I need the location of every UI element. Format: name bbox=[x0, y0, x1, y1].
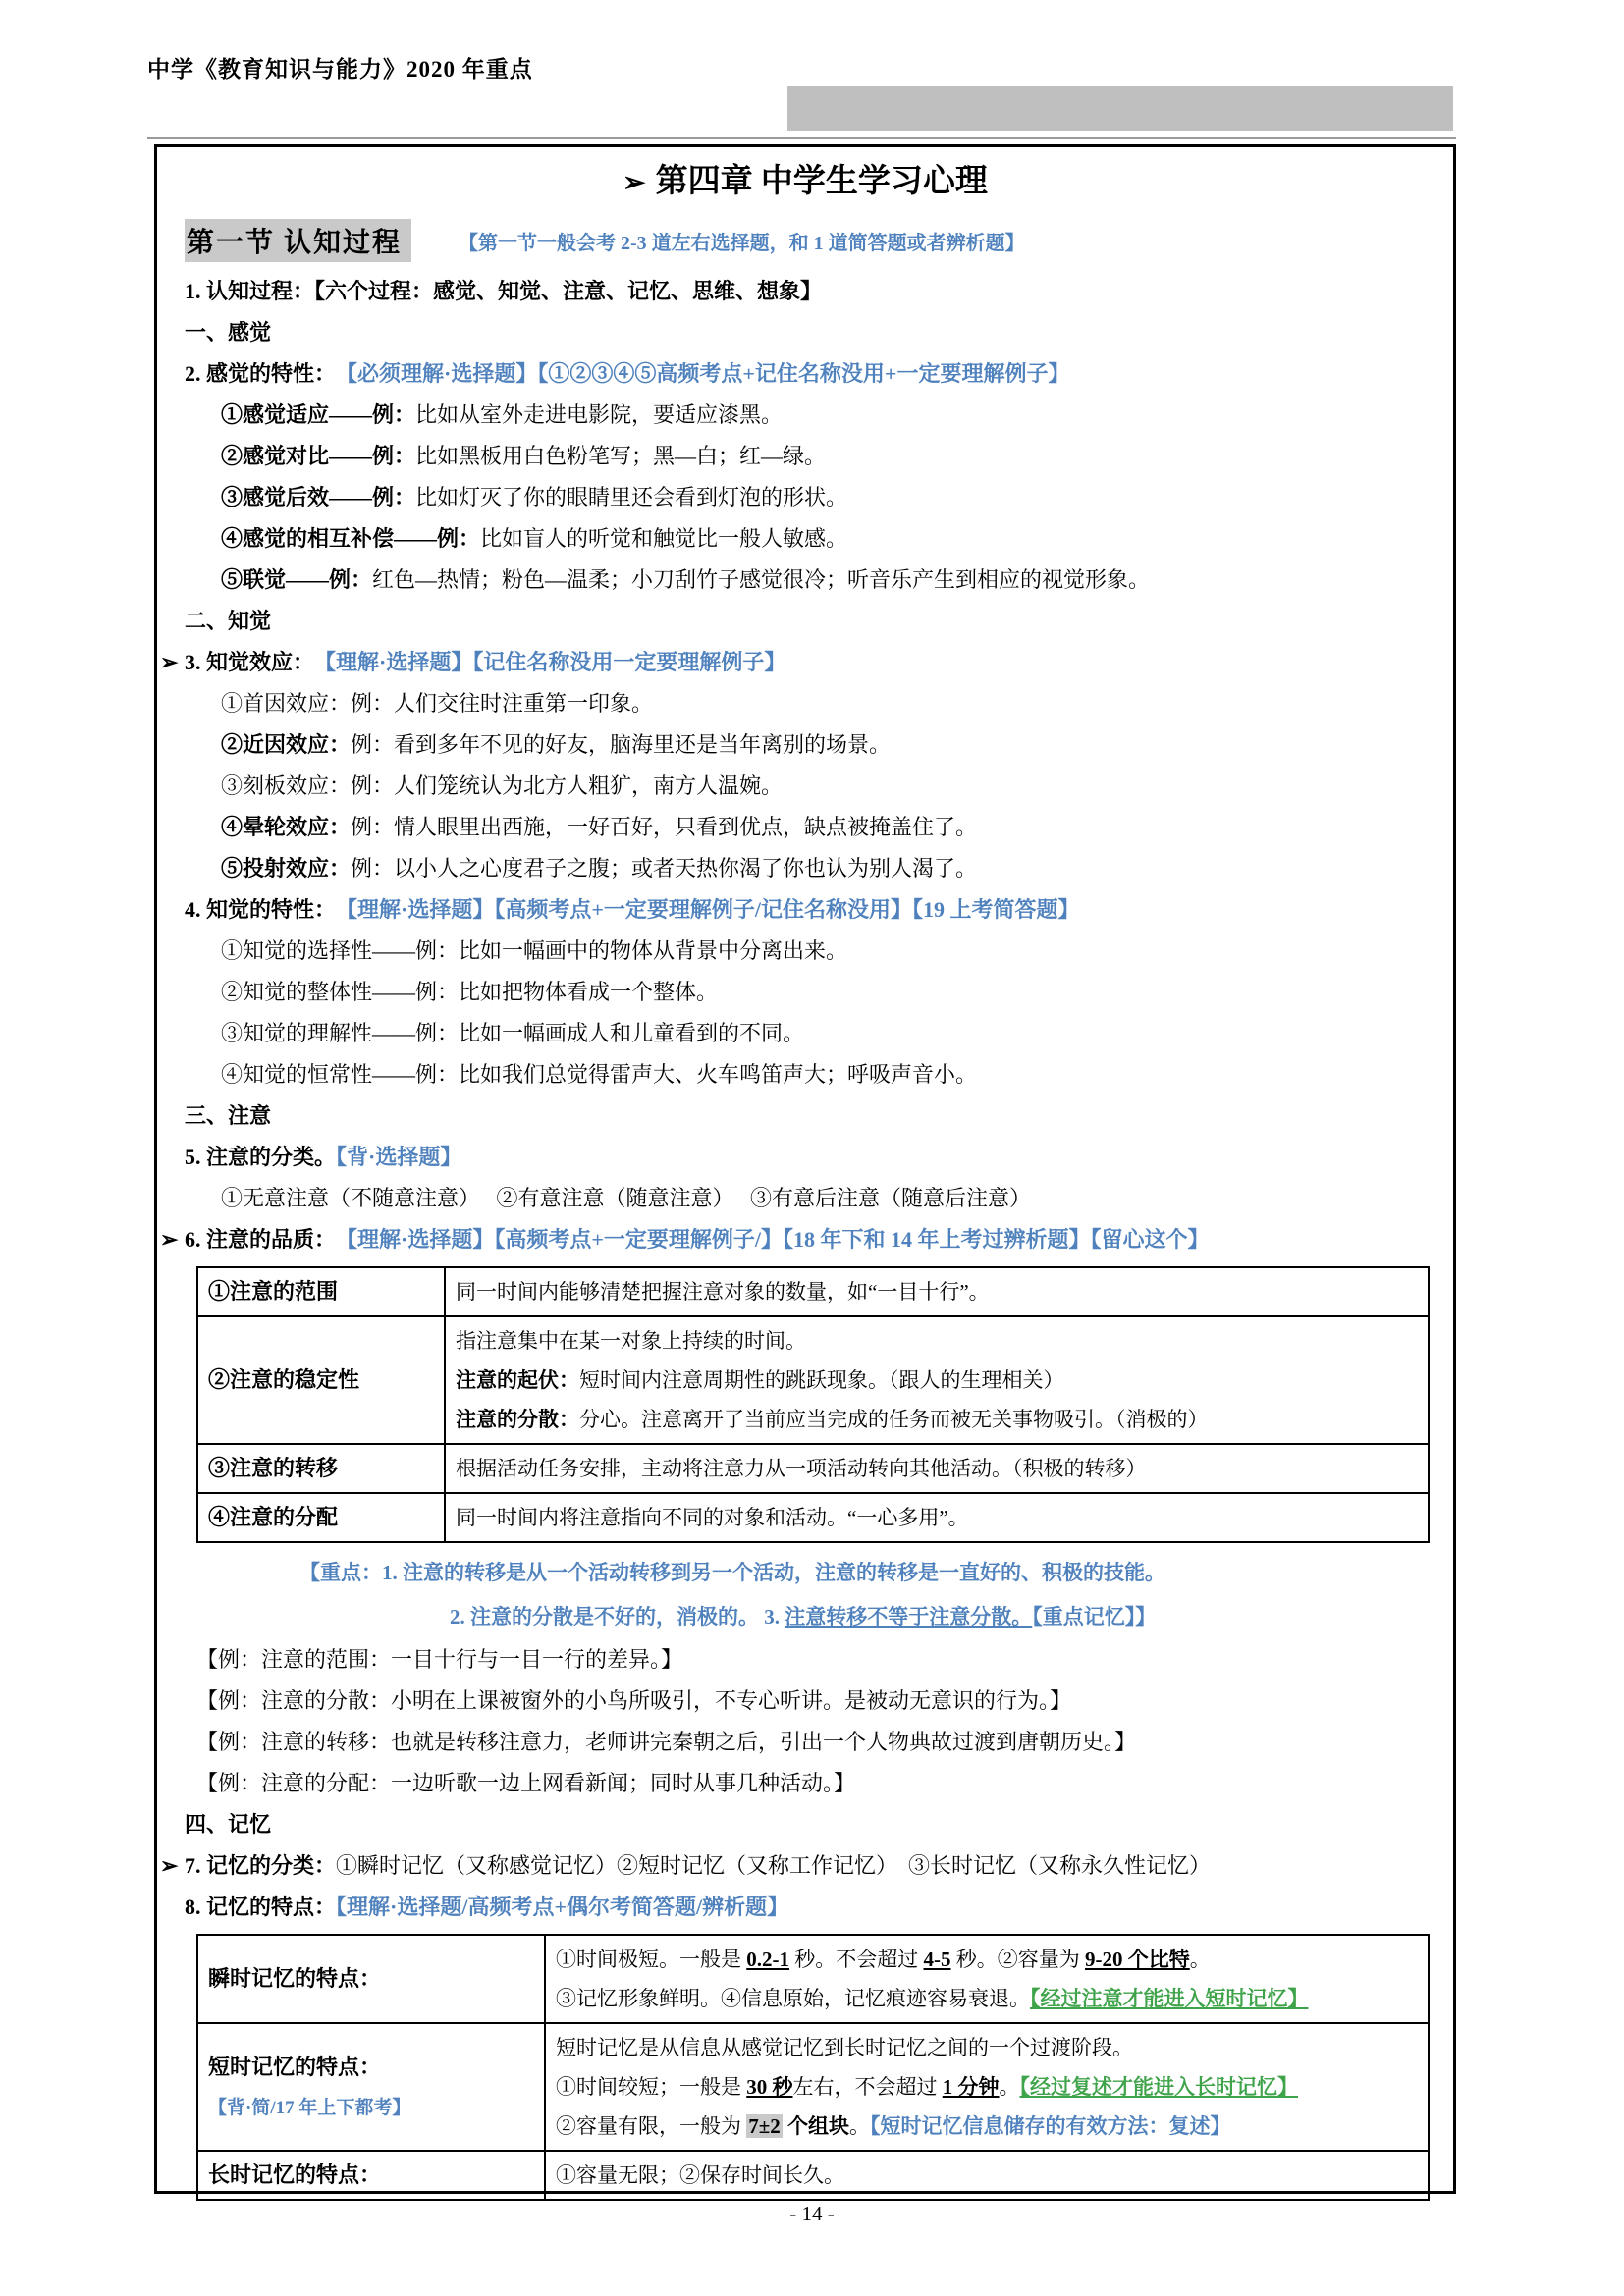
text-segment: ②知觉的整体性——例：比如把物体看成一个整体。 bbox=[221, 980, 719, 1004]
page-number: - 14 - bbox=[789, 2202, 835, 2225]
text-segment: ①感觉适应——例： bbox=[221, 402, 416, 427]
note-key-point-2 bbox=[157, 1595, 1453, 1639]
text-segment: 例：情人眼里出西施，一好百好，只看到优点，缺点被掩盖住了。 bbox=[351, 815, 978, 839]
line-perception-constancy bbox=[157, 1054, 1453, 1095]
header-title: 中学《教育知识与能力》2020 年重点 bbox=[147, 57, 533, 81]
text-segment: 【例：注意的转移：也就是转移注意力，老师讲完秦朝之后，引出一个人物典故过渡到唐朝历史。】 bbox=[196, 1730, 1137, 1754]
example-attention-span bbox=[157, 1639, 1453, 1681]
text-segment: 一、感觉 bbox=[185, 320, 272, 345]
text-segment: ①容量无限；②保存时间长久。 bbox=[556, 2163, 844, 2187]
text-segment: 指注意集中在某一对象上持续的时间。 bbox=[456, 1329, 806, 1353]
memory-traits-table bbox=[196, 1934, 1430, 2201]
table-content-cell bbox=[545, 2151, 1429, 2200]
text-segment bbox=[325, 897, 347, 922]
text-segment: 7. 记忆的分类： bbox=[185, 1853, 337, 1878]
text-segment: 短时间内注意周期性的跳跃现象。（跟人的生理相关） bbox=[579, 1368, 1064, 1392]
line-attention-type-items bbox=[157, 1178, 1453, 1219]
table-label-line bbox=[208, 1361, 434, 1400]
line-cognitive-process bbox=[157, 271, 1453, 312]
text-segment: 【理解·选择题】【高频考点+一定要理解例子/记住名称没用】【19 上考简答题】 bbox=[347, 897, 1080, 922]
text-segment: 长时记忆的特点： bbox=[208, 2163, 382, 2187]
text-segment: 比如从室外走进电影院，要适应漆黑。 bbox=[415, 402, 784, 427]
line-perception-traits bbox=[157, 889, 1453, 931]
text-segment: 三、注意 bbox=[185, 1103, 272, 1128]
text-segment: 瞬时记忆的特点： bbox=[208, 1966, 382, 1991]
table-label-cell bbox=[197, 1444, 445, 1493]
table-label-cell bbox=[197, 1493, 445, 1542]
table-content-cell bbox=[545, 2023, 1429, 2151]
text-segment: ③注意的转移 bbox=[208, 1456, 339, 1480]
line-stereotype-effect bbox=[157, 766, 1453, 807]
section-annotation: 【第一节一般会考 2-3 道左右选择题，和 1 道简答题或者辨析题】 bbox=[459, 232, 1025, 254]
table-label-line bbox=[208, 2087, 534, 2126]
arrow-bullet-icon: ➢ bbox=[160, 1227, 179, 1252]
table-content-line bbox=[456, 1361, 1418, 1400]
table-label-cell bbox=[197, 1267, 445, 1316]
line-sense-contrast bbox=[157, 436, 1453, 477]
text-segment: 【背·选择题】 bbox=[336, 1145, 462, 1169]
text-segment: 。 bbox=[849, 2114, 871, 2138]
text-segment: 0.2-1 bbox=[746, 1948, 789, 1971]
table-content-cell bbox=[545, 1935, 1429, 2023]
text-segment: ③记忆形象鲜明。④信息原始，记忆痕迹容易衰退。 bbox=[556, 1987, 1030, 2010]
table-content-line bbox=[456, 1321, 1418, 1361]
example-attention-distribution bbox=[157, 1763, 1453, 1804]
text-segment: ③刻板效应：例：人们笼统认为北方人粗犷，南方人温婉。 bbox=[221, 774, 784, 798]
line-memory-types bbox=[157, 1845, 1453, 1887]
text-segment: 左右，不会超过 bbox=[792, 2075, 943, 2099]
table-label-line bbox=[208, 1498, 434, 1537]
text-segment: 【例：注意的分配：一边听歌一边上网看新闻；同时从事几种活动。】 bbox=[196, 1771, 856, 1795]
line-perception-understanding bbox=[157, 1013, 1453, 1054]
table-content-line bbox=[556, 2067, 1418, 2107]
section-heading-row bbox=[157, 210, 1453, 271]
line-sense-adaptation bbox=[157, 395, 1453, 436]
table-content-line bbox=[456, 1272, 1418, 1311]
text-segment: 根据活动任务安排，主动将注意力从一项活动转向其他活动。（积极的转移） bbox=[456, 1457, 1147, 1480]
text-segment: 秒。②容量为 bbox=[950, 1948, 1085, 1971]
table-label-cell bbox=[197, 1316, 445, 1444]
text-segment: 4. 知觉的特性： bbox=[185, 897, 326, 922]
table-row bbox=[197, 1444, 1429, 1493]
text-segment: 30 秒 bbox=[746, 2075, 793, 2099]
table-row bbox=[197, 2151, 1429, 2200]
line-memory-traits bbox=[157, 1887, 1453, 1928]
text-segment: 二、知觉 bbox=[185, 609, 272, 633]
text-segment: 【理解·选择题/高频考点+偶尔考简答题/辨析题】 bbox=[336, 1895, 789, 1919]
text-segment: ①瞬时记忆（又称感觉记忆）②短时记忆（又称工作记忆） ③长时记忆（又称永久性记忆） bbox=[336, 1853, 1212, 1878]
text-segment: 【必须理解·选择题】【①②③④⑤高频考点+记住名称没用+一定要理解例子】 bbox=[347, 361, 1070, 386]
text-segment: ④知觉的恒常性——例：比如我们总觉得雷声大、火车鸣笛声大；呼吸声音小。 bbox=[221, 1062, 978, 1087]
text-segment: ①时间极短。一般是 bbox=[556, 1948, 747, 1971]
table-content-line bbox=[556, 2156, 1418, 2195]
table-label-cell bbox=[197, 1935, 545, 2023]
text-segment bbox=[303, 650, 325, 674]
line-attention-types bbox=[157, 1137, 1453, 1178]
attention-qualities-table bbox=[196, 1266, 1430, 1543]
text-segment: 。 bbox=[999, 2075, 1020, 2099]
chapter-title: 第四章 中学生学习心理 bbox=[655, 164, 988, 199]
table-content-line bbox=[456, 1449, 1418, 1488]
text-segment: 4-5 bbox=[923, 1948, 951, 1971]
text-segment: 【理解·选择题】【高频考点+一定要理解例子/】【18 年下和 14 年上考过辨析题】【留心这个】 bbox=[347, 1227, 1210, 1252]
text-segment: ④晕轮效应： bbox=[221, 815, 352, 839]
text-segment: 【例：注意的分散：小明在上课被窗外的小鸟所吸引，不专心听讲。是被动无意识的行为。】 bbox=[196, 1688, 1072, 1713]
note-key-point-1 bbox=[157, 1551, 1453, 1595]
line-synesthesia bbox=[157, 560, 1453, 601]
table-content-line bbox=[456, 1400, 1418, 1439]
table-content-line bbox=[456, 1498, 1418, 1537]
text-segment: 例：以小人之心度君子之腹；或者天热你渴了你也认为别人渴了。 bbox=[351, 856, 978, 881]
table-label-line bbox=[208, 1272, 434, 1311]
text-segment: 短时记忆是从信息从感觉记忆到长时记忆之间的一个过渡阶段。 bbox=[556, 2036, 1133, 2059]
table-content-line bbox=[556, 2028, 1418, 2067]
table-content-line bbox=[556, 2107, 1418, 2146]
text-segment: 。 bbox=[1189, 1948, 1211, 1971]
text-segment: ①时间较短；一般是 bbox=[556, 2075, 747, 2099]
line-halo-effect bbox=[157, 807, 1453, 848]
text-segment bbox=[325, 1227, 347, 1252]
arrow-bullet-icon: ➢ bbox=[160, 1853, 179, 1878]
text-segment: 2. 感觉的特性： bbox=[185, 361, 326, 386]
text-segment: 个组块 bbox=[782, 2114, 850, 2138]
text-segment: 比如黑板用白色粉笔写；黑—白；红—绿。 bbox=[415, 444, 827, 468]
text-segment: 5. 注意的分类。 bbox=[185, 1145, 337, 1169]
example-attention-distraction bbox=[157, 1681, 1453, 1722]
text-segment: 比如盲人的听觉和触觉比一般人敏感。 bbox=[480, 526, 848, 551]
header-rule bbox=[147, 137, 1456, 139]
text-segment: 例：看到多年不见的好友，脑海里还是当年离别的场景。 bbox=[351, 732, 892, 757]
text-segment: 6. 注意的品质： bbox=[185, 1227, 326, 1252]
text-segment: ②容量有限，一般为 bbox=[556, 2114, 747, 2138]
table-label-line bbox=[208, 1449, 434, 1488]
line-sense-compensation bbox=[157, 518, 1453, 560]
text-segment: 四、记忆 bbox=[185, 1812, 272, 1837]
text-segment: ①首因效应：例：人们交往时注重第一印象。 bbox=[221, 691, 654, 716]
text-segment: 注意的起伏： bbox=[456, 1368, 579, 1392]
text-segment: ③感觉后效——例： bbox=[221, 485, 416, 509]
text-segment: 注意的分散： bbox=[456, 1408, 579, 1431]
table-content-line bbox=[556, 1940, 1418, 1979]
text-segment: 1. 认知过程：【六个过程：感觉、知觉、注意、记忆、思维、想象】 bbox=[185, 279, 823, 303]
text-segment bbox=[325, 361, 347, 386]
arrow-right-icon: ➢ bbox=[623, 168, 646, 198]
text-segment: ⑤联觉——例： bbox=[221, 567, 373, 592]
line-recency-effect bbox=[157, 724, 1453, 766]
text-segment: 8. 记忆的特点： bbox=[185, 1895, 337, 1919]
page-border-box bbox=[154, 144, 1456, 2194]
text-segment: ①无意注意（不随意注意） ②有意注意（随意注意） ③有意后注意（随意后注意） bbox=[221, 1186, 1032, 1210]
table-content-cell bbox=[445, 1316, 1429, 1444]
table-row bbox=[197, 1316, 1429, 1444]
table-row bbox=[197, 1267, 1429, 1316]
table-label-line bbox=[208, 2156, 534, 2195]
content-body bbox=[157, 271, 1453, 2201]
text-segment: 1 分钟 bbox=[942, 2075, 1000, 2099]
text-segment: 【重点记忆】】 bbox=[1032, 1605, 1157, 1629]
heading-sensation bbox=[157, 312, 1453, 353]
text-segment: ②感觉对比——例： bbox=[221, 444, 416, 468]
text-segment: 2. 注意的分散是不好的，消极的。 3. bbox=[450, 1605, 785, 1629]
text-segment: 【经过注意才能进入短时记忆】 bbox=[1030, 1987, 1309, 2010]
line-primacy-effect bbox=[157, 683, 1453, 724]
text-segment: 【经过复述才能进入长时记忆】 bbox=[1019, 2075, 1298, 2099]
text-segment: 同一时间内能够清楚把握注意对象的数量，如“一目十行”。 bbox=[456, 1280, 990, 1304]
table-row bbox=[197, 1935, 1429, 2023]
table-label-cell bbox=[197, 2023, 545, 2151]
table-content-cell bbox=[445, 1493, 1429, 1542]
heading-attention bbox=[157, 1095, 1453, 1137]
line-projection-effect bbox=[157, 848, 1453, 889]
text-segment: 短时记忆的特点： bbox=[208, 2055, 382, 2079]
line-attention-qualities bbox=[157, 1219, 1453, 1260]
text-segment: ①注意的范围 bbox=[208, 1279, 339, 1304]
line-sensation-traits bbox=[157, 353, 1453, 395]
section-title: 第一节 认知过程 bbox=[185, 219, 411, 262]
text-segment: 同一时间内将注意指向不同的对象和活动。“一心多用”。 bbox=[456, 1506, 969, 1529]
text-segment: ⑤投射效应： bbox=[221, 856, 352, 881]
text-segment: ③知觉的理解性——例：比如一幅画成人和儿童看到的不同。 bbox=[221, 1021, 805, 1045]
table-label-line bbox=[208, 1959, 534, 1999]
text-segment: 分心。注意离开了当前应当完成的任务而被无关事物吸引。（消极的） bbox=[579, 1408, 1209, 1431]
arrow-bullet-icon: ➢ bbox=[160, 650, 179, 674]
text-segment: 注意转移不等于注意分散。 bbox=[785, 1605, 1033, 1629]
heading-perception bbox=[157, 601, 1453, 642]
table-row bbox=[197, 2023, 1429, 2151]
table-label-cell bbox=[197, 2151, 545, 2200]
table-content-cell bbox=[445, 1444, 1429, 1493]
text-segment: 秒。不会超过 bbox=[789, 1948, 924, 1971]
text-segment: 红色—热情；粉色—温柔；小刀刮竹子感觉很冷；听音乐产生到相应的视觉形象。 bbox=[372, 567, 1151, 592]
header-gray-bar bbox=[787, 86, 1453, 131]
text-segment: 3. 知觉效应： bbox=[185, 650, 304, 674]
text-segment: ④感觉的相互补偿——例： bbox=[221, 526, 481, 551]
line-sense-aftereffect bbox=[157, 477, 1453, 518]
text-segment: 【背·简/17 年上下都考】 bbox=[208, 2098, 411, 2118]
line-perception-selectivity bbox=[157, 931, 1453, 972]
line-perception-effects bbox=[157, 642, 1453, 683]
table-content-line bbox=[556, 1979, 1418, 2018]
chapter-title-row bbox=[157, 155, 1453, 210]
text-segment: ①知觉的选择性——例：比如一幅画中的物体从背景中分离出来。 bbox=[221, 938, 848, 963]
text-segment: 7±2 bbox=[748, 2114, 781, 2138]
text-segment: 比如灯灭了你的眼睛里还会看到灯泡的形状。 bbox=[415, 485, 848, 509]
table-content-cell bbox=[445, 1267, 1429, 1316]
text-segment: 9-20 个比特 bbox=[1085, 1948, 1190, 1971]
text-segment: ④注意的分配 bbox=[208, 1505, 339, 1529]
heading-memory bbox=[157, 1804, 1453, 1845]
text-segment: 【例：注意的范围：一目十行与一目一行的差异。】 bbox=[196, 1647, 683, 1672]
table-label-line bbox=[208, 2048, 534, 2087]
text-segment: 【重点：1. 注意的转移是从一个活动转移到另一个活动，注意的转移是一直好的、积极的技能。 bbox=[299, 1561, 1165, 1584]
example-attention-shift bbox=[157, 1722, 1453, 1763]
text-segment: 【短时记忆信息储存的有效方法：复述】 bbox=[870, 2114, 1231, 2138]
text-segment: 【理解·选择题】【记住名称没用一定要理解例子】 bbox=[325, 650, 786, 674]
text-segment: ②近因效应： bbox=[221, 732, 352, 757]
line-perception-wholeness bbox=[157, 972, 1453, 1013]
text-segment: ②注意的稳定性 bbox=[208, 1367, 360, 1392]
table-row bbox=[197, 1493, 1429, 1542]
